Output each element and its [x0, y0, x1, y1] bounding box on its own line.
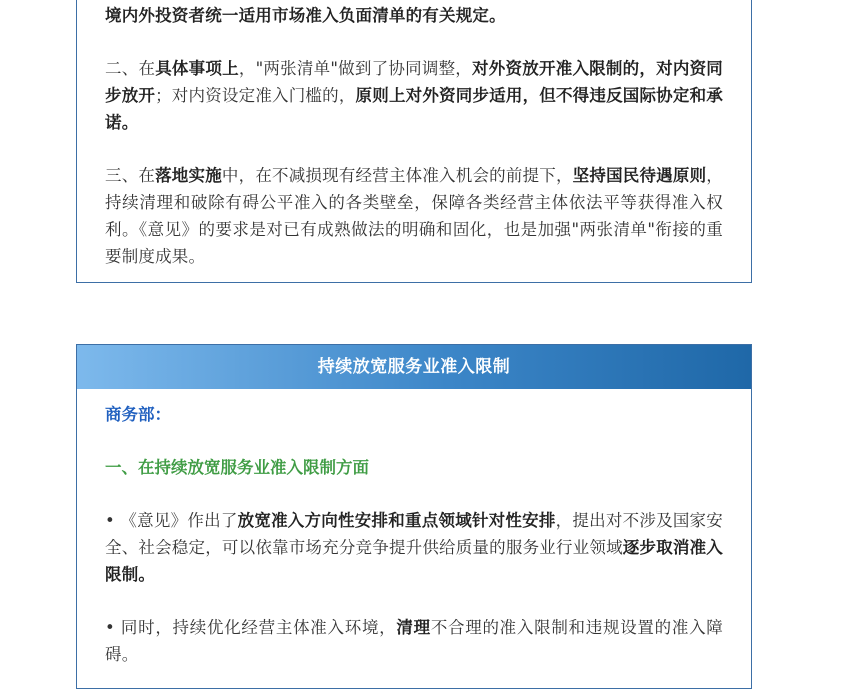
bold-text: 放宽准入方向性安排和重点领域针对性安排: [237, 511, 556, 530]
card-header-title: 持续放宽服务业准入限制: [77, 345, 751, 389]
text: 二、在: [105, 59, 156, 78]
bullet-paragraph-1: [105, 507, 723, 588]
bold-text: 境内外投资者统一适用市场准入负面清单的有关规定。: [105, 6, 506, 25]
bold-text: 具体事项上: [155, 59, 239, 78]
policy-card-top: [76, 0, 752, 283]
policy-card-services: [76, 344, 752, 689]
bullet-paragraph-2: [105, 614, 723, 668]
text: ；对内资设定准入门槛的，: [155, 86, 356, 105]
ministry-label: 商务部：: [105, 405, 171, 424]
card-body: [77, 2, 751, 270]
bold-text: 逐步取消准入限制。: [105, 538, 723, 584]
paragraph-1: [105, 2, 723, 29]
text: ，"两张清单"做到了协同调整，: [238, 59, 473, 78]
text: 中，在不减损现有经营主体准入机会的前提下，: [221, 166, 573, 185]
bold-text: 坚持国民待遇原则: [572, 166, 707, 185]
bold-text: 落地实施: [155, 166, 222, 185]
bold-text: 清理: [396, 618, 431, 637]
text: 三、在: [105, 166, 156, 185]
text: • 同时，持续优化经营主体准入环境，: [105, 618, 397, 637]
text: 不合理的准入限制和违规设置的准入障碍。: [105, 618, 723, 664]
text: • 《意见》作出了: [105, 511, 238, 530]
section-subheading: 一、在持续放宽服务业准入限制方面: [105, 458, 369, 477]
paragraph-2: [105, 55, 723, 136]
card-body: [77, 401, 751, 668]
text: ，持续清理和破除有碍公平准入的各类壁垒，保障各类经营主体依法平等获得准入权利。《意见》的要求是对已有成熟做法的明确和固化，也是加强"两张清单"衔接的重要制度成果。: [105, 166, 723, 266]
bold-text: 原则上对外资同步适用，但不得违反国际协定和承诺。: [105, 86, 723, 132]
text: ，提出对不涉及国家安全、社会稳定，可以依靠市场充分竞争提升供给质量的服务业行业领域: [105, 511, 723, 557]
bold-text: 对外资放开准入限制的，对内资同步放开: [105, 59, 724, 105]
paragraph-3: [105, 162, 723, 270]
